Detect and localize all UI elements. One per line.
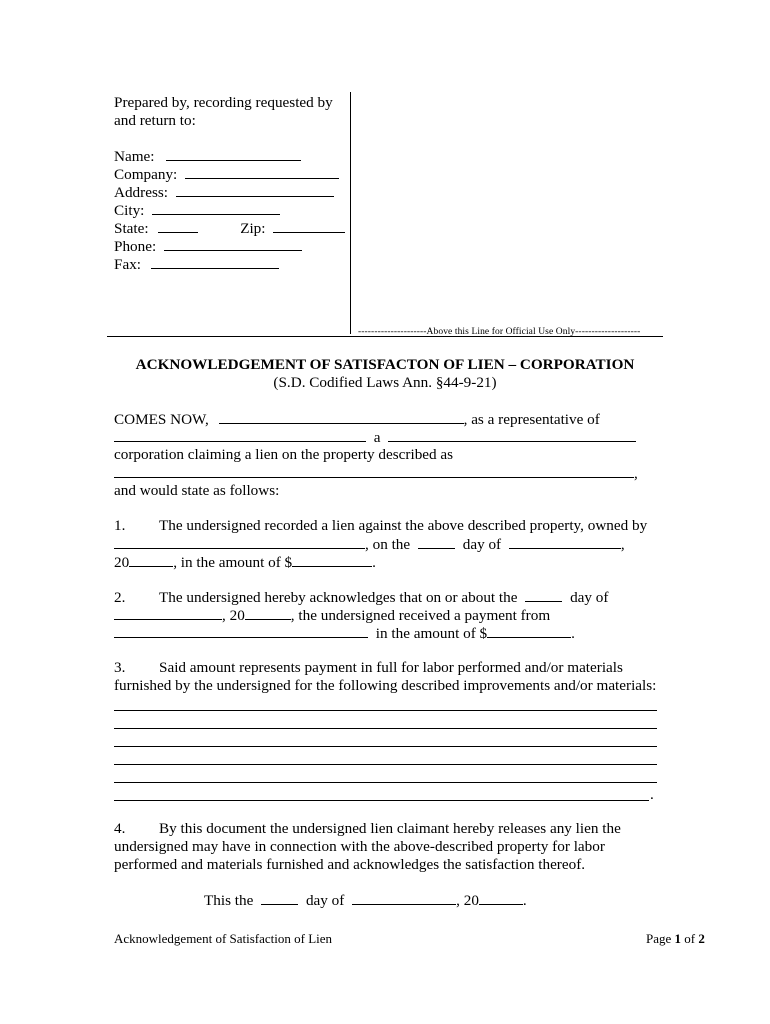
- company-row: [114, 165, 339, 184]
- p1-twenty: 20: [114, 554, 130, 571]
- property-description-field[interactable]: [114, 464, 634, 478]
- sig-twenty: , 20: [456, 892, 479, 909]
- this-the-label: This the: [204, 892, 254, 909]
- improvements-line[interactable]: [114, 710, 657, 711]
- sig-day-field[interactable]: [261, 891, 298, 905]
- page-number: 1: [674, 931, 682, 946]
- p2-line2: [114, 606, 550, 625]
- page-total: 2: [698, 931, 705, 946]
- owner-name-field[interactable]: [114, 535, 365, 549]
- p2-period: .: [571, 625, 575, 642]
- p1-line2: [114, 535, 625, 554]
- phone-label: Phone:: [114, 238, 157, 255]
- p4-text1: By this document the undersigned lien claimant hereby releases any lien the: [159, 820, 621, 837]
- p1-comma: ,: [620, 536, 625, 553]
- phone-row: [114, 237, 302, 256]
- corp-claiming-text: corporation claiming a lien on the property described as: [114, 446, 454, 463]
- p1-period: .: [372, 554, 376, 571]
- improvements-line[interactable]: [114, 746, 657, 747]
- comes-now-label: COMES NOW,: [114, 411, 209, 428]
- page-indicator: [646, 930, 705, 948]
- document-title: ACKNOWLEDGEMENT OF SATISFACTON OF LIEN – CORPORATION: [135, 356, 635, 373]
- corporation-state-field[interactable]: [388, 428, 636, 442]
- p2-line3: [114, 624, 575, 643]
- state-label: State:: [114, 220, 149, 237]
- p4-line1: [114, 820, 621, 838]
- property-comma: ,: [634, 465, 638, 482]
- fax-label: Fax:: [114, 256, 142, 273]
- name-row: [114, 147, 301, 166]
- p1-day-field[interactable]: [418, 535, 455, 549]
- p2-day-of: day of: [570, 589, 609, 606]
- prepared-by-line2: and return to:: [114, 112, 196, 129]
- corporation-row: [114, 428, 636, 447]
- zip-label: Zip:: [240, 220, 266, 237]
- improvements-line[interactable]: [114, 764, 657, 765]
- company-field[interactable]: [185, 165, 339, 179]
- name-label: Name:: [114, 148, 155, 165]
- p3-text1: Said amount represents payment in full for labor performed and/or materials: [159, 659, 623, 676]
- p1-on-the: , on the: [365, 536, 411, 553]
- would-state-text: and would state as follows:: [114, 482, 280, 499]
- p4-number: 4.: [114, 820, 126, 837]
- footer-title: Acknowledgement of Satisfaction of Lien: [114, 931, 333, 946]
- corporation-name-field[interactable]: [114, 428, 366, 442]
- p3-line1: [114, 659, 623, 677]
- representative-name-field[interactable]: [219, 410, 464, 424]
- sig-year-field[interactable]: [479, 891, 523, 905]
- fax-field[interactable]: [151, 255, 279, 269]
- p1-line3: [114, 553, 376, 572]
- p2-received: , the undersigned received a payment from: [290, 607, 551, 624]
- improvements-line[interactable]: [114, 782, 657, 783]
- p2-day-field[interactable]: [525, 588, 562, 602]
- p3-line2: furnished by the undersigned for the following described improvements and/or materials:: [114, 677, 657, 694]
- as-representative-label: , as a representative of: [463, 411, 600, 428]
- header-vertical-divider: [350, 92, 351, 334]
- zip-field[interactable]: [273, 219, 345, 233]
- official-use-note: ---------------------Above this Line for Official Use Only--------------------: [358, 327, 641, 337]
- p2-in-amount: in the amount of $: [375, 625, 488, 642]
- a-label: a: [373, 429, 381, 446]
- improvements-line[interactable]: [114, 728, 657, 729]
- prepared-by-line1: Prepared by, recording requested by: [114, 94, 333, 111]
- p2-amount-field[interactable]: [487, 624, 571, 638]
- address-field[interactable]: [176, 183, 334, 197]
- p3-number: 3.: [114, 659, 126, 676]
- document-subtitle: (S.D. Codified Laws Ann. §44-9-21): [273, 374, 497, 391]
- p1-number: 1.: [114, 517, 126, 534]
- sig-day-of: day of: [305, 892, 345, 909]
- p1-day-of: day of: [462, 536, 502, 553]
- signature-date-row: [204, 891, 527, 910]
- sig-month-field[interactable]: [352, 891, 456, 905]
- p1-year-field[interactable]: [129, 553, 173, 567]
- p4-line3: performed and materials furnished and acknowledges the satisfaction thereof.: [114, 856, 586, 873]
- p1-month-field[interactable]: [509, 535, 621, 549]
- address-row: [114, 183, 334, 202]
- improvements-period: .: [650, 786, 654, 803]
- city-field[interactable]: [152, 201, 280, 215]
- p2-year-field[interactable]: [245, 606, 291, 620]
- p2-number: 2.: [114, 589, 126, 606]
- improvements-line[interactable]: [114, 800, 649, 801]
- p1-amount-field[interactable]: [292, 553, 372, 567]
- p1-in-amount: , in the amount of $: [173, 554, 293, 571]
- sig-period: .: [522, 892, 527, 909]
- of-word: of: [684, 931, 696, 946]
- p2-twenty: , 20: [222, 607, 245, 624]
- p1-line1: [114, 517, 647, 535]
- state-zip-row: [114, 219, 345, 238]
- p4-line2: undersigned may have in connection with the above-described property for labor: [114, 838, 605, 855]
- company-label: Company:: [114, 166, 178, 183]
- payer-name-field[interactable]: [114, 624, 368, 638]
- phone-field[interactable]: [164, 237, 302, 251]
- city-label: City:: [114, 202, 145, 219]
- fax-row: [114, 255, 279, 274]
- name-field[interactable]: [166, 147, 301, 161]
- property-description-row: [114, 464, 638, 483]
- state-field[interactable]: [158, 219, 198, 233]
- page-word: Page: [646, 931, 672, 946]
- p1-text: The undersigned recorded a lien against the above described property, owned by: [159, 517, 648, 534]
- comes-now-row: [114, 410, 600, 429]
- address-label: Address:: [114, 184, 168, 201]
- p2-line1: [114, 588, 608, 607]
- city-row: [114, 201, 280, 220]
- p2-month-field[interactable]: [114, 606, 222, 620]
- p2-text: The undersigned hereby acknowledges that on or about the: [159, 589, 518, 606]
